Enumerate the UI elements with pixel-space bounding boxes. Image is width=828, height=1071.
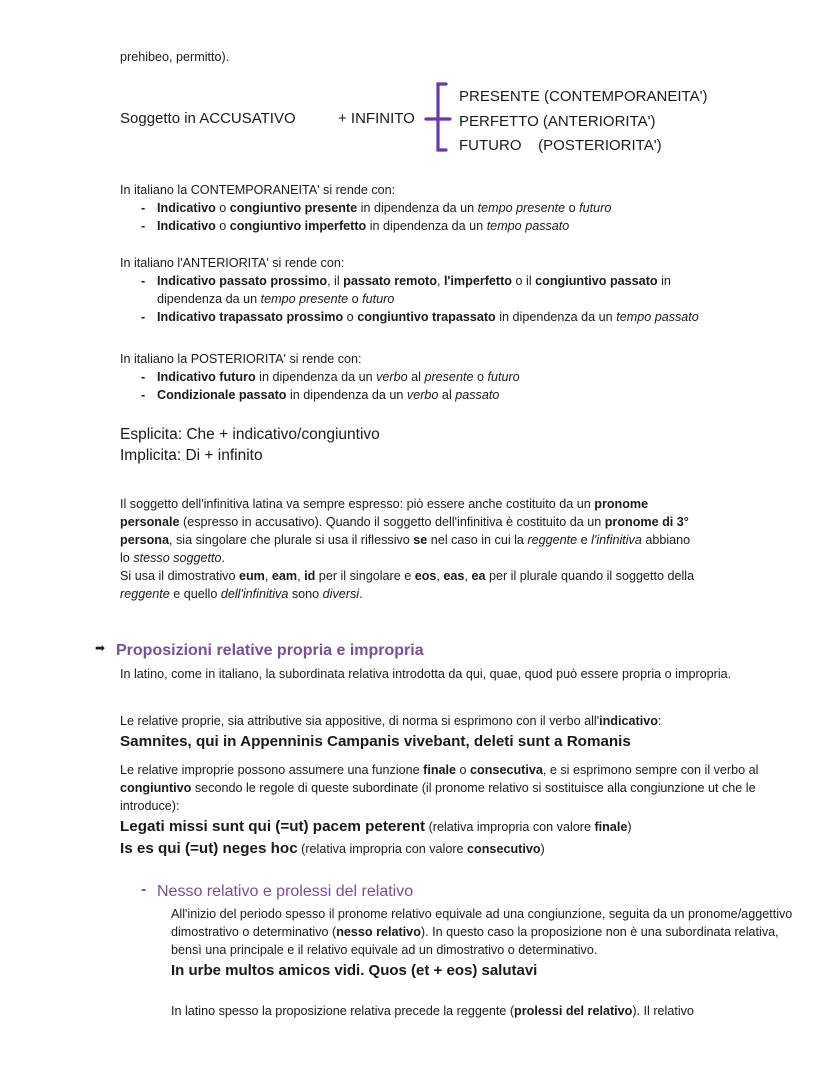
nesso-dash: - (141, 881, 147, 898)
tense-presente: PRESENTE (CONTEMPORANEITA') (459, 88, 708, 105)
contemporaneita-list (120, 199, 800, 235)
scheme-tenses (459, 85, 707, 159)
anteriorita-section (120, 254, 800, 326)
list-item: - Indicativo passato prossimo, il passato remoto, l'imperfetto o il congiuntivo passato in dipendenza da un tempo presente o futuro (141, 274, 671, 306)
example-legati: Legati missi sunt qui (=ut) pacem peterent (relativa impropria con valore finale) (120, 818, 632, 835)
list-item: - Indicativo o congiuntivo presente in dipendenza da un tempo presente o futuro (141, 201, 612, 215)
list-item: - Condizionale passato in dipendenza da un verbo al passato (141, 388, 500, 402)
nesso-p2: In latino spesso la proposizione relativa precede la reggente (prolessi del relativo). Il relativo (171, 1004, 694, 1018)
scheme-plus-infinito: + INFINITO (338, 110, 415, 127)
arrow-right-icon: ➡ (95, 641, 106, 655)
list-item: - Indicativo trapassato prossimo o congiuntivo trapassato in dipendenza da un tempo passato (141, 310, 699, 324)
contemporaneita-heading: In italiano la CONTEMPORANEITA' si rende con: (120, 183, 396, 197)
example-in-urbe: In urbe multos amicos vidi. Quos (et + eos) salutavi (171, 962, 538, 979)
esplicita-line: Esplicita: Che + indicativo/congiuntivo (120, 426, 380, 443)
list-item: - Indicativo o congiuntivo imperfetto in dipendenza da un tempo passato (141, 219, 570, 233)
implicita-line: Implicita: Di + infinito (120, 447, 263, 464)
contemporaneita-section (120, 181, 800, 235)
posteriorita-section (120, 350, 800, 404)
anteriorita-list (120, 272, 800, 326)
relative-p3: Le relative improprie possono assumere una funzione finale o consecutiva, e si esprimono sempre con il verbo al congiuntivo secondo le regole di queste subordinate (il pronome relativo si sostituisce alla congiunzione ut che le introduce): (120, 763, 759, 813)
anteriorita-heading: In italiano l'ANTERIORITA' si rende con: (120, 256, 345, 270)
tense-perfetto: PERFETTO (ANTERIORITA') (459, 112, 656, 130)
example-samnites: Samnites, qui in Appenninis Campanis vivebant, deleti sunt a Romanis (120, 733, 631, 750)
relative-p2: Le relative proprie, sia attributive sia appositive, di norma si esprimono con il verbo all'indicativo: (120, 714, 662, 728)
curly-brace-icon (424, 78, 460, 156)
scheme-subject: Soggetto in ACCUSATIVO (120, 110, 296, 127)
posteriorita-heading: In italiano la POSTERIORITA' si rende con: (120, 352, 362, 366)
posteriorita-list (120, 368, 800, 404)
nesso-p1: All'inizio del periodo spesso il pronome relativo equivale ad una congiunzione, seguita da un pronome/aggettivo dimostrativo o determinativo (nesso relativo). In questo caso la proposizione non è una subordinata relativa, bensì una principale e il relativo equivale ad un dimostrativo o determinativo. (171, 907, 793, 957)
intro-fragment: prehibeo, permitto). (120, 50, 230, 64)
example-is-es: Is es qui (=ut) neges hoc (relativa impropria con valore consecutivo) (120, 840, 545, 857)
soggetto-paragraph: Il soggetto dell'infinitiva latina va sempre espresso: piò essere anche costituito da un pronome personale (espresso in accusativo). Quando il soggetto dell'infinitiva è costituito da un pronome di 3° persona, sia singolare che plurale si usa il riflessivo se nel caso in cui la reggente e l'infinitiva abbiano lo stesso soggetto. Si usa il dimostrativo eum, eam, id per il singolare e eos, eas, ea per il plurale quando il soggetto della reggente e quello dell'infinitiva sono diversi. (120, 497, 695, 601)
tense-futuro: FUTURO (POSTERIORITA') (459, 137, 662, 154)
nesso-title: Nesso relativo e prolessi del relativo (157, 883, 414, 900)
list-item: - Indicativo futuro in dipendenza da un verbo al presente o futuro (141, 370, 520, 384)
relative-title: Proposizioni relative propria e impropria (116, 642, 424, 659)
relative-p1: In latino, come in italiano, la subordinata relativa introdotta da qui, quae, quod può essere propria o impropria. (120, 667, 732, 681)
